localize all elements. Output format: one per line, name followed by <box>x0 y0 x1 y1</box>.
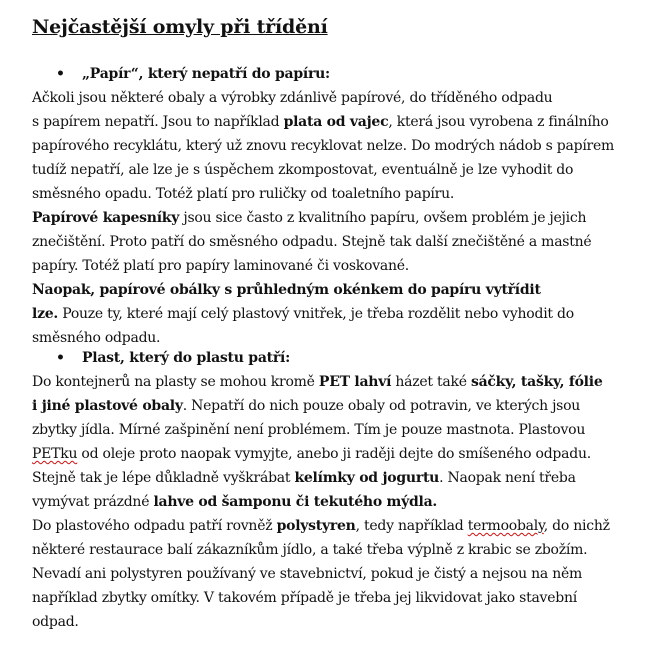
paragraph-line <box>32 518 610 534</box>
text-run: , do nichž <box>543 518 610 534</box>
bold-run: plata od vajec <box>283 114 389 130</box>
bold-run: PET lahví <box>318 374 392 390</box>
bold-run: kelímky od jogurtu <box>294 470 440 486</box>
text-run: znečištění. Proto patří do směsného odpadu. Stejně tak další znečištěné a mastné <box>32 234 592 250</box>
section-heading-plastic <box>56 350 290 366</box>
paragraph-line <box>32 114 609 130</box>
bold-run: polystyren <box>276 518 356 534</box>
text-run: papíry. Totéž platí pro papíry laminované či voskované. <box>32 258 409 274</box>
bold-run: Papírové kapesníky <box>32 210 180 226</box>
text-run: , která jsou vyrobena z finálního <box>388 114 609 130</box>
bold-run: sáčky, tašky, fólie <box>470 374 603 390</box>
text-run: zbytky jídla. Mírné zašpinění není problémem. Tím je pouze mastnota. Plastovou <box>32 422 586 438</box>
paragraph-line <box>32 446 591 462</box>
paragraph-line <box>32 422 585 438</box>
paragraph-line <box>32 210 586 226</box>
bold-run: i jiné plastové obaly <box>32 398 183 414</box>
paragraph-line <box>32 258 409 274</box>
paragraph-line <box>32 566 582 582</box>
bullet-icon: • <box>56 350 65 366</box>
text-run: jsou sice často z kvalitního papíru, ovšem problém je jejich <box>179 210 587 226</box>
text-run: házet také <box>391 374 471 390</box>
paragraph-line <box>32 494 437 510</box>
text-run: například zbytky omítky. V takovém případě je třeba jej likvidovat jako stavební <box>32 590 577 606</box>
text-run: , tedy například <box>355 518 468 534</box>
paragraph-line <box>32 330 160 346</box>
text-run: od oleje proto naopak vymyjte, anebo ji raději dejte do smíšeného odpadu. <box>77 446 591 462</box>
text-run: Do plastového odpadu patří rovněž <box>32 518 277 534</box>
text-run: vymývat prázdné <box>32 494 154 510</box>
text-run: Do kontejnerů na plasty se mohou kromě <box>32 374 319 390</box>
paragraph-line <box>32 186 454 202</box>
text-run: odpad. <box>32 614 79 630</box>
text-run: . Nepatří do nich pouze obaly od potravin, ve kterých jsou <box>182 398 581 414</box>
text-run: papírového recyklátu, který už znovu recyklovat nelze. Do modrých nádob s papírem <box>32 138 615 154</box>
spellcheck-word[interactable]: PETku <box>32 446 78 462</box>
paragraph-line <box>32 542 587 558</box>
spellcheck-word[interactable]: termoobaly <box>467 518 544 534</box>
heading-text: „Papír“, který nepatří do papíru: <box>82 66 330 82</box>
paragraph-line <box>32 614 79 630</box>
heading-text: Plast, který do plastu patří: <box>82 350 290 366</box>
paragraph-line <box>32 398 580 414</box>
document-title: Nejčastější omyly při třídění <box>32 16 328 38</box>
text-run: . Naopak není třeba <box>439 470 576 486</box>
bold-run: lze. <box>32 306 59 322</box>
text-run: Nevadí ani polystyren používaný ve stavebnictví, pokud je čistý a nejsou na něm <box>32 566 583 582</box>
section-heading-paper <box>56 66 330 82</box>
bold-run: Naopak, papírové obálky s průhledným okénkem do papíru vytřídit <box>32 282 541 298</box>
text-run: tudíž nepatří, ale lze je s úspěchem zkompostovat, eventuálně je lze vyhodit do <box>32 162 574 178</box>
paragraph-line <box>32 470 576 486</box>
paragraph-line <box>32 306 574 322</box>
paragraph-line <box>32 162 573 178</box>
paragraph-line <box>32 234 591 250</box>
text-run: Pouze ty, které mají celý plastový vnitřek, je třeba rozdělit nebo vyhodit do <box>58 306 574 322</box>
paragraph-line <box>32 374 602 390</box>
text-run: Stejně tak je lépe důkladně vyškrábat <box>32 470 295 486</box>
text-run: Ačkoli jsou některé obaly a výrobky zdánlivě papírové, do tříděného odpadu <box>32 90 553 106</box>
text-run: některé restaurace balí zákazníkům jídlo, a také třeba výplně z krabic se zbožím. <box>32 542 588 558</box>
paragraph-line <box>32 90 552 106</box>
bold-run: lahve od šamponu či tekutého mýdla. <box>153 494 438 510</box>
text-run: směsného opadu. Totéž platí pro ruličky od toaletního papíru. <box>32 186 455 202</box>
text-run: směsného odpadu. <box>32 330 161 346</box>
text-run: s papírem nepatří. Jsou to například <box>32 114 284 130</box>
paragraph-line <box>32 590 577 606</box>
bullet-icon: • <box>56 66 65 82</box>
paragraph-line <box>32 138 614 154</box>
paragraph-line <box>32 282 541 298</box>
